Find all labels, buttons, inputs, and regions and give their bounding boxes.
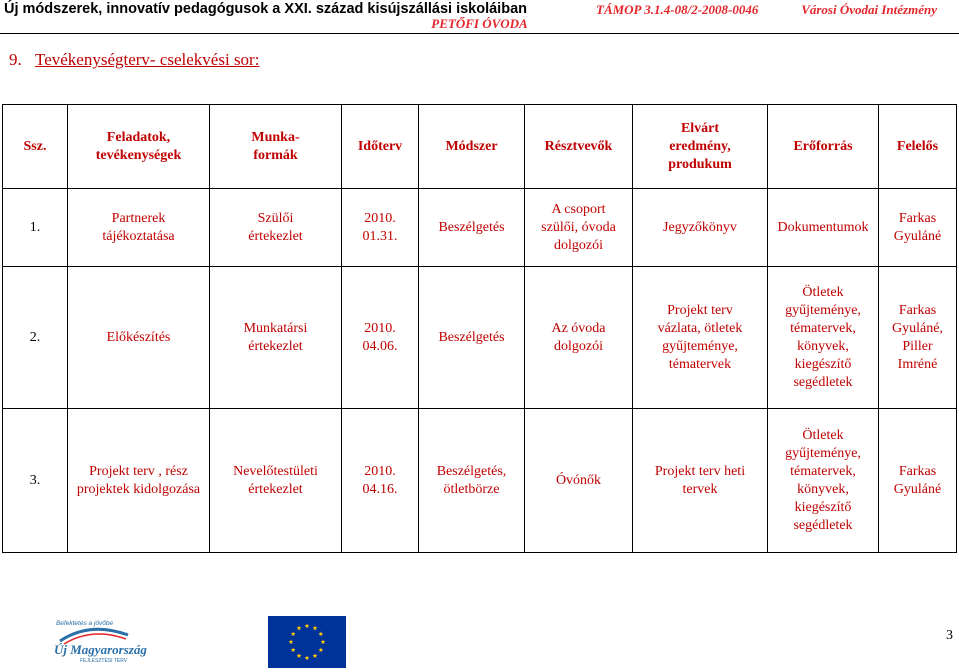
header-project-title: Új módszerek, innovatív pedagógusok a XXI. század kisújszállási iskoláiban bbox=[4, 1, 527, 17]
cell-participants: A csoport szülői, óvoda dolgozói bbox=[525, 189, 633, 267]
cell-expected-result: Projekt terv vázlata, ötletek gyűjteménye, tématervek bbox=[633, 267, 768, 409]
cell-method: Beszélgetés bbox=[419, 189, 525, 267]
logo-name: Új Magyarország bbox=[54, 642, 147, 657]
header-cell-tasks: Feladatok, tevékenységek bbox=[68, 105, 210, 189]
logo-arc bbox=[60, 629, 128, 641]
header-cell-work-forms: Munka- formák bbox=[210, 105, 342, 189]
section-number: 9. bbox=[9, 50, 22, 69]
cell-task: Partnerek tájékoztatása bbox=[68, 189, 210, 267]
cell-method: Beszélgetés bbox=[419, 267, 525, 409]
header-kindergarten: PETŐFI ÓVODA bbox=[431, 16, 528, 31]
header-divider bbox=[0, 33, 959, 34]
section-title: Tevékenységterv- cselekvési sor: bbox=[35, 50, 260, 69]
cell-participants: Óvónők bbox=[525, 409, 633, 553]
cell-expected-result: Projekt terv heti tervek bbox=[633, 409, 768, 553]
cell-responsible: Farkas Gyuláné bbox=[879, 189, 957, 267]
cell-work-form: Nevelőtestületi értekezlet bbox=[210, 409, 342, 553]
cell-ssz: 3. bbox=[3, 409, 68, 553]
cell-schedule: 2010. 01.31. bbox=[342, 189, 419, 267]
table-header-row bbox=[3, 105, 957, 189]
cell-task: Projekt terv , rész projektek kidolgozása bbox=[68, 409, 210, 553]
cell-work-form: Szülői értekezlet bbox=[210, 189, 342, 267]
cell-participants: Az óvoda dolgozói bbox=[525, 267, 633, 409]
header-project-code: TÁMOP 3.1.4-08/2-2008-0046 bbox=[596, 2, 759, 17]
logo-sub: FEJLESZTÉSI TERV bbox=[80, 658, 128, 664]
table-row bbox=[3, 409, 957, 553]
cell-resource: Ötletek gyűjteménye, tématervek, könyvek, kiegészítő segédletek bbox=[768, 409, 879, 553]
cell-task: Előkészítés bbox=[68, 267, 210, 409]
page-number: 3 bbox=[946, 628, 953, 643]
cell-resource: Ötletek gyűjteménye, tématervek, könyvek, kiegészítő segédletek bbox=[768, 267, 879, 409]
header-cell-resource: Erőforrás bbox=[768, 105, 879, 189]
header-cell-expected-result: Elvárt eredmény, produkum bbox=[633, 105, 768, 189]
cell-responsible: Farkas Gyuláné bbox=[879, 409, 957, 553]
header-cell-participants: Résztvevők bbox=[525, 105, 633, 189]
eu-flag-logo bbox=[268, 616, 346, 668]
header-cell-method: Módszer bbox=[419, 105, 525, 189]
cell-schedule: 2010. 04.16. bbox=[342, 409, 419, 553]
header-institution: Városi Óvodai Intézmény bbox=[801, 2, 937, 17]
logo-tagline: Befektetés a jövőbe bbox=[56, 620, 114, 627]
cell-expected-result: Jegyzőkönyv bbox=[633, 189, 768, 267]
cell-responsible: Farkas Gyuláné, Piller Imréné bbox=[879, 267, 957, 409]
header-cell-ssz: Ssz. bbox=[3, 105, 68, 189]
section-heading bbox=[9, 50, 259, 70]
cell-schedule: 2010. 04.06. bbox=[342, 267, 419, 409]
activity-plan-table bbox=[2, 104, 957, 553]
cell-method: Beszélgetés, ötletbörze bbox=[419, 409, 525, 553]
table-row bbox=[3, 267, 957, 409]
cell-resource: Dokumentumok bbox=[768, 189, 879, 267]
page-header bbox=[0, 0, 959, 34]
header-cell-schedule: Időterv bbox=[342, 105, 419, 189]
cell-ssz: 1. bbox=[3, 189, 68, 267]
header-cell-responsible: Felelős bbox=[879, 105, 957, 189]
table-row bbox=[3, 189, 957, 267]
uj-magyarorszag-logo bbox=[50, 617, 170, 665]
cell-ssz: 2. bbox=[3, 267, 68, 409]
cell-work-form: Munkatársi értekezlet bbox=[210, 267, 342, 409]
